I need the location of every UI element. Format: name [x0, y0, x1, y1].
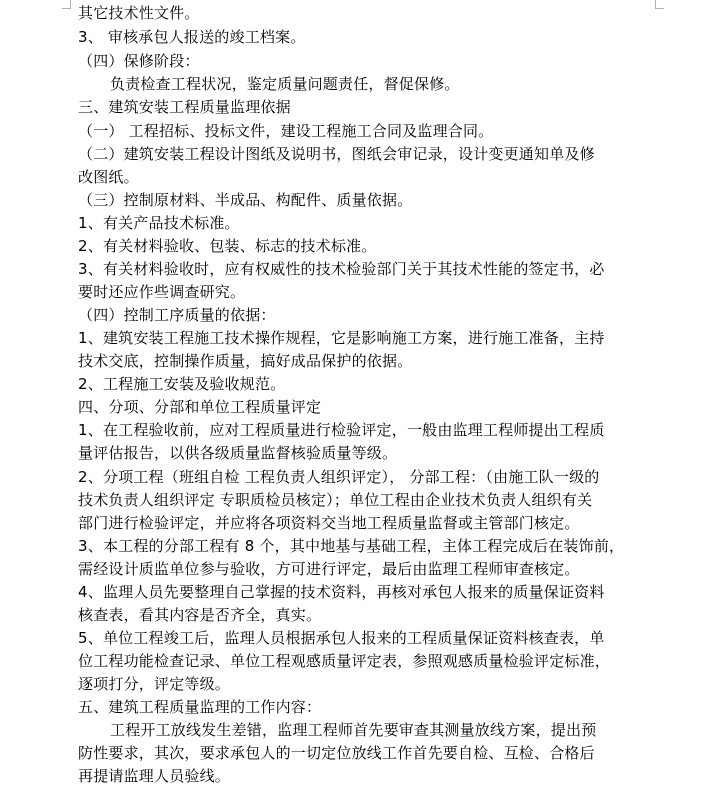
text-line: 核查表，看其内容是否齐全，真实。	[78, 606, 322, 624]
text-line: 逐项打分，评定等级。	[78, 675, 231, 693]
section-heading: 四、分项、分部和单位工程质量评定	[78, 398, 322, 416]
text-line: 5、单位工程竣工后，监理人员根据承包人报来的工程质量保证资料核查表，单	[78, 629, 605, 647]
section-heading: （四）控制工序质量的依据：	[78, 306, 276, 324]
text-line: 技术负责人组织评定 专职质检员核定）；单位工程由企业技术负责人组织有关	[78, 491, 593, 509]
section-heading: （三）控制原材料、半成品、构配件、质量依据。	[78, 191, 413, 209]
text-line: 技术交底，控制操作质量，搞好成品保护的依据。	[78, 352, 413, 370]
text-line: 1、在工程验收前，应对工程质量进行检验评定，一般由监理工程师提出工程质	[78, 421, 605, 439]
text-line: 2、分项工程（班组自检 工程负责人组织评定）， 分部工程：（由施工队一级的	[78, 468, 600, 486]
text-line: 量评估报告，以供各级质量监督核验质量等级。	[78, 444, 398, 462]
text-line: 1、建筑安装工程施工技术操作规程，它是影响施工方案，进行施工准备，主持	[78, 329, 605, 347]
section-heading: 五、建筑工程质量监理的工作内容：	[78, 698, 322, 716]
section-heading: （四）保修阶段：	[78, 52, 200, 70]
text-line: 其它技术性文件。	[78, 4, 200, 22]
text-line: 4、监理人员先要整理自己掌握的技术资料，再核对承包人报来的质量保证资料	[78, 583, 605, 601]
text-line: 工程开工放线发生差错，监理工程师首先要审查其测量放线方案，提出预	[110, 721, 597, 739]
text-line: 要时还应作些调查研究。	[78, 283, 246, 301]
text-line: 2、工程施工安装及验收规范。	[78, 375, 286, 393]
text-line: 改图纸。	[78, 168, 139, 186]
text-line: 位工程功能检查记录、单位工程观感质量评定表，参照观感质量检验评定标准，	[78, 652, 611, 670]
text-line: 3、 审核承包人报送的竣工档案。	[78, 28, 306, 46]
text-line: 需经设计质监单位参与验收，方可进行评定，最后由监理工程师审查核定。	[78, 560, 580, 578]
text-line: 再提请监理人员验线。	[78, 767, 231, 785]
text-line: 3、有关材料验收时，应有权威性的技术检验部门关于其技术性能的签定书，必	[78, 260, 605, 278]
text-line: 防性要求，其次，要求承包人的一切定位放线工作首先要自检、互检、合格后	[78, 744, 595, 762]
text-line: 负责检查工程状况，鉴定质量问题责任，督促保修。	[110, 75, 460, 93]
text-line: 部门进行检验评定，并应将各项资料交当地工程质量监督或主管部门核定。	[78, 514, 580, 532]
text-line: 1、有关产品技术标准。	[78, 214, 240, 232]
margin-marker-left	[62, 0, 71, 9]
text-line: 3、本工程的分部工程有 8 个，其中地基与基础工程，主体工程完成后在装饰前，	[78, 537, 625, 555]
margin-marker-right	[655, 0, 664, 9]
text-line: 2、有关材料验收、包装、标志的技术标准。	[78, 237, 377, 255]
text-line: （一） 工程招标、投标文件，建设工程施工合同及监理合同。	[78, 122, 494, 140]
section-heading: 三、建筑安装工程质量监理依据	[78, 98, 291, 116]
text-line: （二）建筑安装工程设计图纸及说明书，图纸会审记录，设计变更通知单及修	[78, 145, 595, 163]
